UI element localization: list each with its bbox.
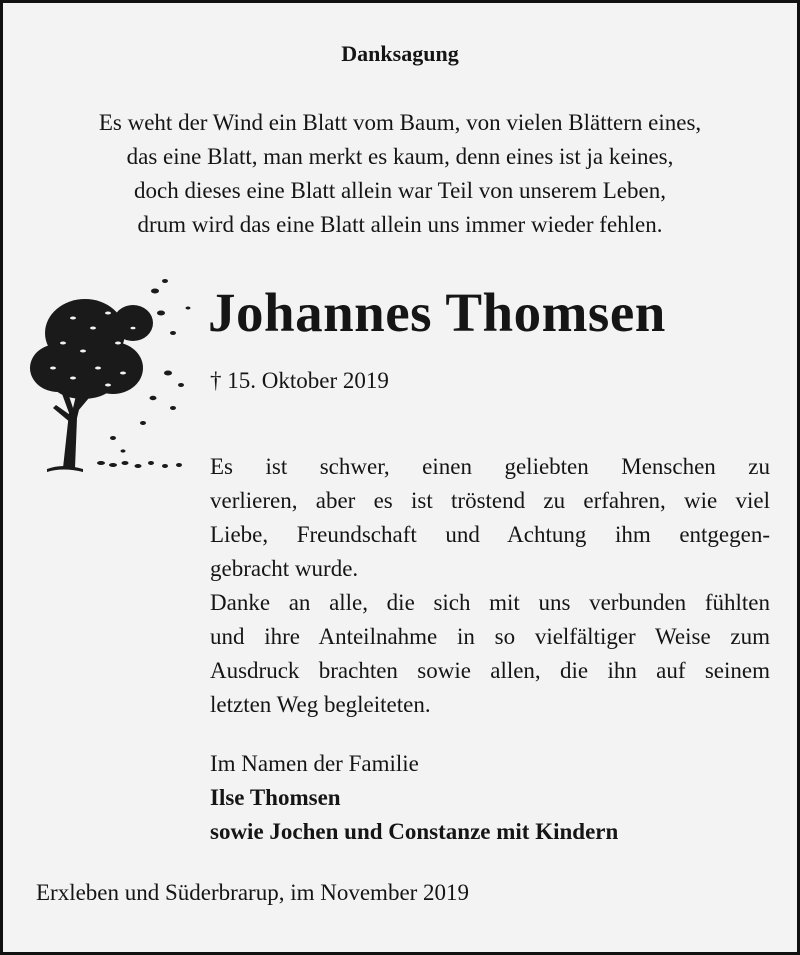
thanks-line: letzten Weg begleiteten.	[210, 692, 431, 717]
thanks-line: verlieren, aber es ist tröstend zu erfahren, wie viel	[210, 488, 770, 513]
poem	[3, 106, 797, 242]
poem-line: doch dieses eine Blatt allein war Teil von unserem Leben,	[134, 178, 666, 203]
poem-line: Es weht der Wind ein Blatt vom Baum, von vielen Blättern eines,	[98, 110, 702, 135]
poem-line: das eine Blatt, man merkt es kaum, denn eines ist ja keines,	[126, 144, 674, 169]
thanks-line: Danke an alle, die sich mit uns verbunden fühlten	[210, 590, 770, 615]
thanks-line: und ihre Anteilnahme in so vielfältiger Weise zum	[210, 624, 770, 649]
poem-line: drum wird das eine Blatt allein uns immer wieder fehlen.	[137, 212, 663, 237]
thanks-line: Es ist schwer, einen geliebten Menschen zu	[210, 454, 770, 479]
thanks-line: Liebe, Freundschaft und Achtung ihm entgegen-	[210, 522, 770, 547]
signature-block	[210, 747, 618, 849]
thanks-line: gebracht wurde.	[210, 556, 359, 581]
deceased-name: Johannes Thomsen	[208, 282, 666, 343]
family-intro: Im Namen der Familie	[210, 751, 419, 776]
thanks-text	[210, 450, 770, 722]
signatory: sowie Jochen und Constanze mit Kindern	[210, 819, 619, 844]
death-date: † 15. Oktober 2019	[210, 368, 389, 393]
tree-with-falling-leaves-icon	[23, 273, 195, 483]
notice-heading: Danksagung	[341, 41, 459, 66]
thanks-line: Ausdruck brachten sowie allen, die ihn auf seinem	[210, 658, 770, 683]
place-and-date: Erxleben und Süderbrarup, im November 2019	[36, 880, 470, 905]
signatory: Ilse Thomsen	[210, 785, 341, 810]
